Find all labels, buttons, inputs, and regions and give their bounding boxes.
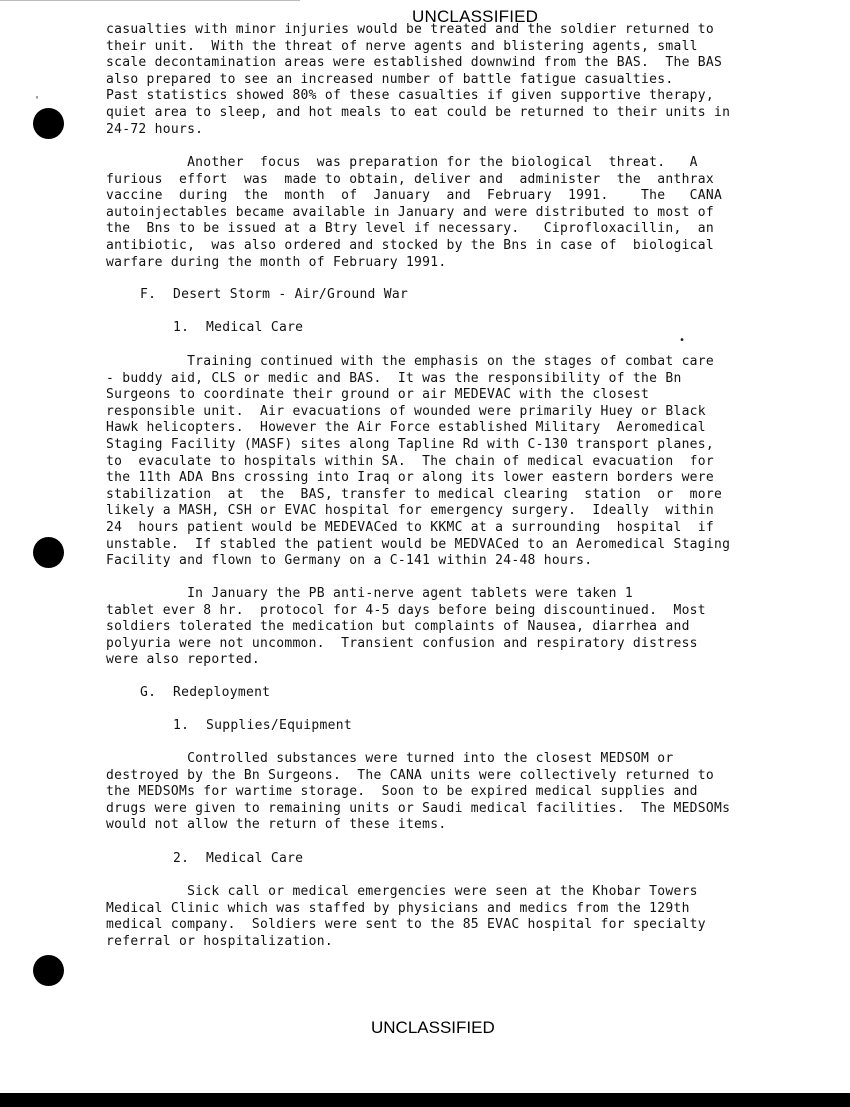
subsection-title: Supplies/Equipment: [206, 718, 352, 733]
paragraph-controlled-substances: Controlled substances were turned into the closest MEDSOM or destroyed by the Bn Surgeons. The CANA units were collectively returned to the MEDSOMs for wartime storage. Soon to be expired medical supplies and drugs were given to remaining units or Saudi medical facilities. The MEDSOMs would not allow the return of these items.: [106, 751, 731, 833]
subsection-title: Medical Care: [206, 320, 304, 335]
paragraph-sick-call: Sick call or medical emergencies were seen at the Khobar Towers Medical Clinic which was staffed by physicians and medics from the 129th medical company. Soldiers were sent to the 85 EVAC hospital for specialty referral or hospitalization.: [106, 884, 706, 949]
paragraph-biological-threat: Another focus was preparation for the biological threat. A furious effort was made to obtain, deliver and administer the anthrax vaccine during the month of January and February 1991. The CANA autoinjectables became available in January and were distributed to most of the Bns to be issued at a Btry level if necessary. Ciprofloxacillin, an antibiotic, was also ordered and stocked by the Bns in case of biological warfare during the month of February 1991.: [106, 155, 723, 270]
scan-speck: ': [34, 95, 41, 106]
subsection-heading-g1: [173, 718, 352, 735]
section-heading-g: [140, 685, 270, 702]
paragraph-pb-tablets: In January the PB anti-nerve agent tablets were taken 1 tablet ever 8 hr. protocol for 4-5 days before being discountinued. Most soldiers tolerated the medication but complaints of Nausea, diarrhea and polyuria were not uncommon. Transient confusion and respiratory distress were also reported.: [106, 586, 706, 668]
subsection-number: 1.: [173, 320, 190, 335]
section-heading-f: [140, 287, 408, 304]
subsection-heading-g2: [173, 851, 303, 868]
section-title: Redeployment: [173, 685, 271, 700]
classification-header: UNCLASSIFIED: [412, 7, 539, 26]
scan-speck: •: [679, 335, 686, 346]
paragraph-decon-and-fatigue: casualties with minor injuries would be treated and the soldier returned to their unit. With the threat of nerve agents and blistering agents, small scale decontamination areas were established downwind from the BAS. The BAS also prepared to see an increased number of battle fatigue casualties. Past statistics showed 80% of these casualties if given supportive therapy, quiet area to sleep, and hot meals to eat could be returned to their units in 24-72 hours.: [106, 22, 731, 137]
punch-hole-top: [33, 108, 64, 139]
section-title: Desert Storm - Air/Ground War: [173, 287, 409, 302]
scan-bottom-edge: [0, 1093, 850, 1107]
section-letter: G.: [140, 685, 157, 700]
subsection-number: 1.: [173, 718, 190, 733]
subsection-heading-f1: [173, 320, 303, 337]
subsection-number: 2.: [173, 851, 190, 866]
paragraph-combat-care-evacuation: Training continued with the emphasis on the stages of combat care - buddy aid, CLS or medic and BAS. It was the responsibility of the Bn Surgeons to coordinate their ground or air MEDEVAC with the closest responsible unit. Air evacuations of wounded were primarily Huey or Black Hawk helicopters. However the Air Force established Military Aeromedical Staging Facility (MASF) sites along Tapline Rd with C-130 transport planes, to evaculate to hospitals within SA. The chain of medical evacuation for the 11th ADA Bns crossing into Iraq or along its lower eastern borders were stabilization at the BAS, transfer to medical clearing station or more likely a MASH, CSH or EVAC hospital for emergency surgery. Ideally within 24 hours patient would be MEDEVACed to KKMC at a surrounding hospital if unstable. If stabled the patient would be MEDVACed to an Aeromedical Staging Facility and flown to Germany on a C-141 within 24-48 hours.: [106, 354, 731, 569]
section-letter: F.: [140, 287, 157, 302]
scan-top-rule: [0, 0, 300, 1]
punch-hole-middle: [33, 537, 64, 568]
classification-footer: UNCLASSIFIED: [371, 1018, 495, 1037]
subsection-title: Medical Care: [206, 851, 304, 866]
punch-hole-bottom: [33, 955, 64, 986]
